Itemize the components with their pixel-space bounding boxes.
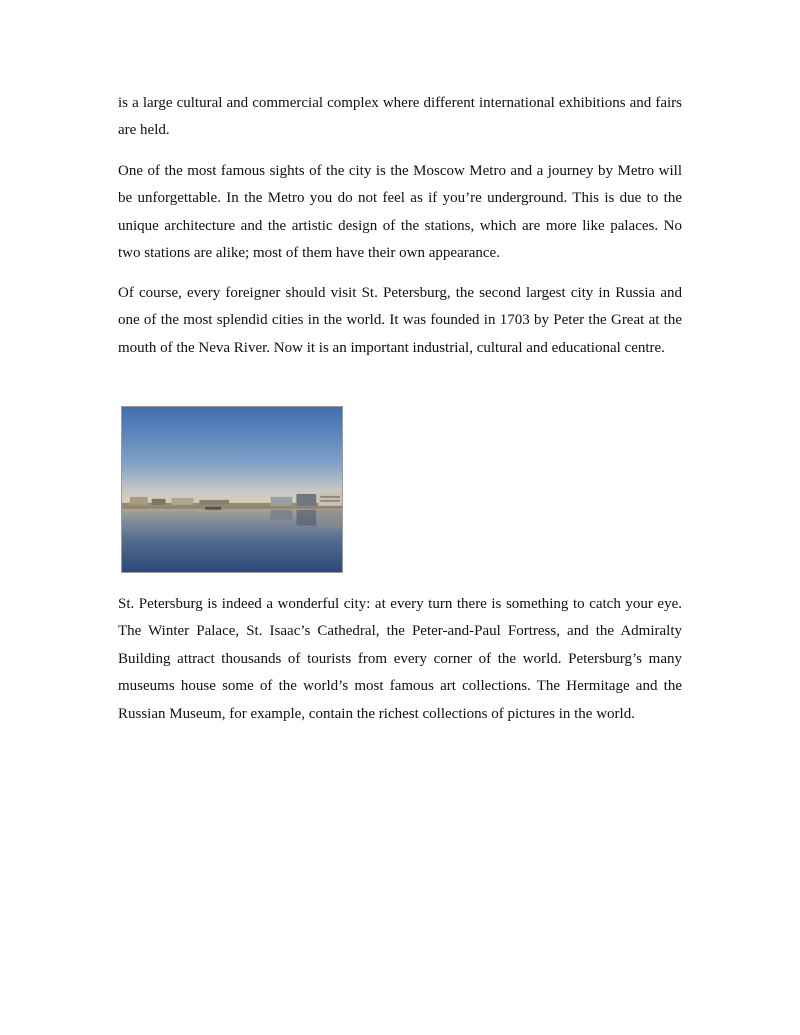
reflection-2 (296, 510, 316, 526)
building-4 (199, 500, 229, 505)
building-7-windows-2 (320, 500, 340, 502)
paragraph-moscow-metro: One of the most famous sights of the city is the Moscow Metro and a journey by Metro will be unforgettable. In the Metro you do not feel as if you’re underground. This is due to the unique architecture and the artistic design of the stations, which are more like palaces. No two stations are alike; most of them have their own appearance. (118, 163, 682, 262)
boat (205, 507, 221, 510)
building-7 (318, 492, 342, 506)
building-7-windows (320, 496, 340, 498)
photo-illustration (122, 407, 342, 572)
building-5 (271, 497, 293, 506)
building-1 (130, 497, 148, 505)
paragraph-st-petersburg-intro: Of course, every foreigner should visit St. Petersburg, the second largest city in Russia and one of the most splendid cities in the world. It was founded in 1703 by Peter the Great at the mouth of the Neva River. Now it is an important industrial, cultural and educational centre. (118, 285, 682, 356)
paragraph-exhibition-complex: is a large cultural and commercial complex where different international exhibitions and fairs are held. (118, 95, 682, 139)
building-6 (296, 494, 316, 506)
paragraph-st-petersburg-sights: St. Petersburg is indeed a wonderful city: at every turn there is something to catch your eye. The Winter Palace, St. Isaac’s Cathedral, the Peter-and-Paul Fortress, and the Admiralty Building attract thousands of tourists from every corner of the world. Petersburg’s many museums house some of the world’s most famous art collections. The Hermitage and the Russian Museum, for example, contain the richest collections of pictures in the world. (118, 596, 682, 722)
building-3 (172, 498, 194, 505)
river-embankment-photo (121, 406, 343, 573)
reflection-1 (271, 510, 293, 520)
sky (122, 407, 342, 506)
building-2 (152, 499, 166, 505)
reflection-3 (318, 510, 342, 528)
